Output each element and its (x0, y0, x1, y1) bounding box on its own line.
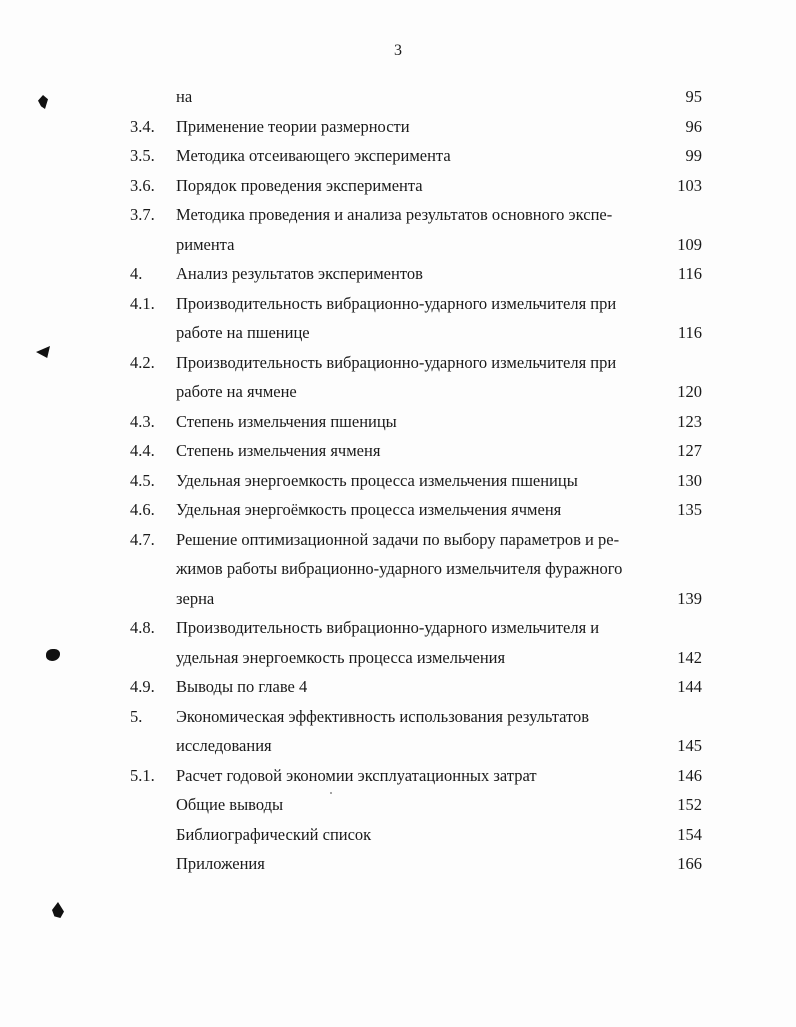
toc-entry (0, 259, 796, 289)
toc-entry-number: 4.9. (130, 677, 155, 696)
toc-entry-number: 4.7. (130, 529, 155, 549)
toc-entry (0, 820, 796, 850)
toc-entry-page: 96 (685, 116, 702, 136)
toc-entry-title: Степень измельчения ячменя (176, 441, 381, 460)
toc-entry-page: 123 (677, 411, 702, 431)
toc-entry-number: 4.6. (130, 500, 155, 519)
toc-entry-page: 166 (677, 854, 702, 873)
toc-entry (0, 348, 796, 378)
toc-entry-page: 154 (677, 824, 702, 844)
toc-entry-title: Расчет годовой экономии эксплуатационных затрат (176, 765, 537, 785)
toc-entry (0, 613, 796, 643)
toc-entry (0, 407, 796, 437)
toc-entry (0, 495, 796, 525)
toc-entry (0, 436, 796, 466)
page-number: 3 (394, 42, 402, 59)
toc-entry (0, 761, 796, 791)
toc-entry-number: 5.1. (130, 765, 155, 785)
toc-entry (0, 466, 796, 496)
toc-entry-page: 103 (677, 175, 702, 195)
toc-entry-title: работе на ячмене (176, 382, 297, 401)
toc-entry-number: 3.6. (130, 175, 155, 195)
toc-entry-page: 144 (677, 677, 702, 696)
toc-entry-title: жимов работы вибрационно-ударного измельчителя фуражного (176, 559, 623, 578)
toc-entry-title: на (176, 87, 193, 106)
toc-entry-number: 4.4. (130, 441, 155, 460)
toc-entry-title: Производительность вибрационно-ударного измельчителя при (176, 293, 617, 313)
toc-entry-number: 3.5. (130, 146, 155, 165)
toc-entry-number: 4.3. (130, 411, 155, 431)
toc-entry (0, 377, 796, 407)
toc-entry-title: исследования (176, 736, 272, 755)
toc-entry-page: 99 (685, 146, 702, 165)
toc-entry (0, 525, 796, 555)
table-of-contents (0, 82, 796, 879)
toc-entry-number: 3.7. (130, 205, 155, 224)
toc-entry-title: Методика отсеивающего эксперимента (176, 146, 451, 165)
toc-entry-page: 95 (685, 87, 702, 106)
toc-entry-page: 130 (677, 470, 702, 490)
toc-entry-title: работе на пшенице (176, 323, 310, 342)
toc-entry-title: Общие выводы (176, 795, 284, 814)
toc-entry (0, 171, 796, 201)
toc-entry-number: 3.4. (130, 116, 155, 136)
toc-entry (0, 554, 796, 584)
toc-entry (0, 82, 796, 112)
toc-entry-number: 4.2. (130, 352, 155, 372)
toc-entry-title: римента (176, 234, 235, 254)
toc-entry-title: удельная энергоемкость процесса измельчения (176, 647, 506, 667)
toc-entry-number: 4. (130, 264, 143, 283)
toc-entry-title: Порядок проведения эксперимента (176, 175, 423, 195)
toc-entry-page: 152 (677, 795, 702, 814)
toc-entry (0, 702, 796, 732)
toc-entry-page: 127 (677, 441, 702, 460)
toc-entry-title: Удельная энергоёмкость процесса измельчения ячменя (176, 500, 562, 519)
toc-entry-title: Приложения (176, 854, 265, 873)
toc-entry (0, 112, 796, 142)
toc-entry-title: Библиографический список (176, 824, 372, 844)
toc-entry-title: Анализ результатов экспериментов (176, 264, 423, 283)
toc-entry-title: Выводы по главе 4 (176, 677, 308, 696)
toc-entry-number: 4.8. (130, 618, 155, 637)
toc-entry-title: зерна (176, 588, 215, 608)
toc-entry-page: 109 (677, 234, 702, 254)
toc-entry-page: 135 (677, 500, 702, 519)
toc-entry-page: 139 (677, 588, 702, 608)
toc-entry (0, 289, 796, 319)
toc-entry (0, 643, 796, 673)
toc-entry (0, 318, 796, 348)
toc-entry-title: Методика проведения и анализа результатов основного экспе- (176, 205, 613, 224)
toc-entry (0, 849, 796, 879)
toc-entry-title: Удельная энергоемкость процесса измельчения пшеницы (176, 470, 578, 490)
toc-entry-number: 4.1. (130, 293, 155, 313)
toc-entry-title: Производительность вибрационно-ударного измельчителя при (176, 352, 617, 372)
toc-entry (0, 200, 796, 230)
toc-entry-number: 4.5. (130, 470, 155, 490)
toc-entry-number: 5. (130, 706, 143, 726)
toc-entry (0, 141, 796, 171)
toc-entry (0, 731, 796, 761)
toc-entry-page: 116 (677, 264, 702, 283)
toc-entry-title: Производительность вибрационно-ударного измельчителя и (176, 618, 600, 637)
toc-entry-page: 146 (677, 765, 702, 785)
toc-entry (0, 230, 796, 260)
toc-entry-page: 142 (677, 647, 702, 667)
toc-entry (0, 584, 796, 614)
toc-entry-title: Экономическая эффективность использования результатов (176, 706, 590, 726)
toc-entry (0, 790, 796, 820)
toc-entry-page: 116 (677, 323, 702, 342)
toc-entry-title: Применение теории размерности (176, 116, 410, 136)
toc-entry-title: Степень измельчения пшеницы (176, 411, 397, 431)
toc-entry-page: 145 (677, 736, 702, 755)
toc-entry-page: 120 (677, 382, 702, 401)
scan-mark-icon (52, 902, 64, 918)
toc-entry (0, 672, 796, 702)
toc-entry-title: Решение оптимизационной задачи по выбору параметров и ре- (176, 529, 620, 549)
